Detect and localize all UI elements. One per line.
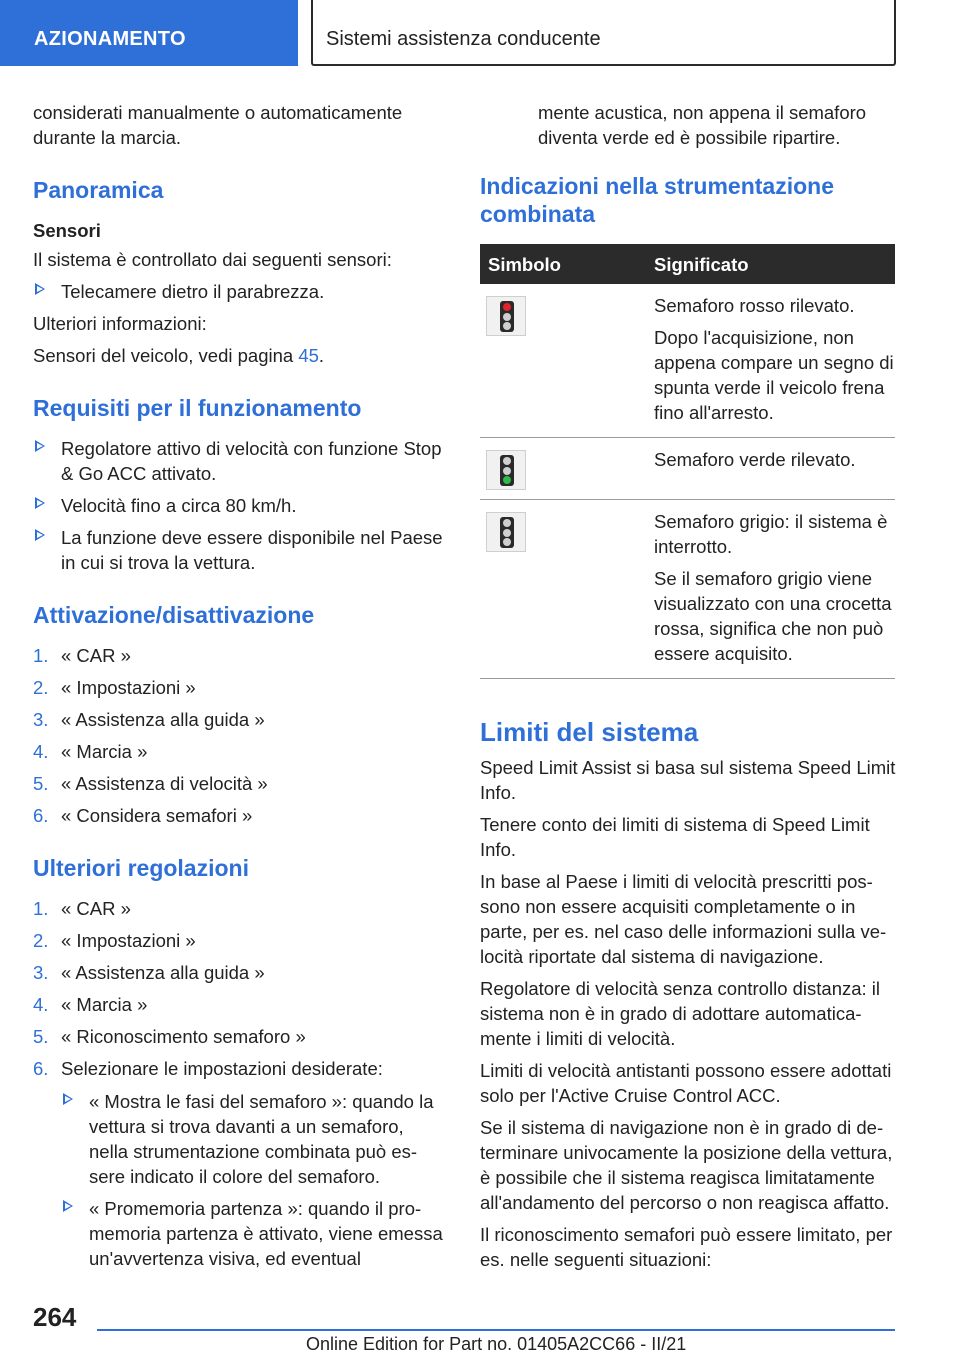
right-column: [480, 100, 900, 1279]
list-item: 3. « Assistenza alla guida »: [33, 962, 265, 983]
heading-panoramica: Panoramica: [33, 177, 164, 203]
table-row: [480, 284, 895, 438]
list-item: Regolatore attivo di velocità con funzione Stop & Go ACC attivato.: [33, 436, 443, 486]
requirements-list: [33, 436, 443, 575]
heading-ulteriori: Ulteriori regolazioni: [33, 855, 249, 881]
list-item: 1. « CAR »: [33, 645, 131, 666]
limits-paragraph: Limiti di velocità antistanti possono essere adottati solo per l'Active Cruise Control ACC.: [480, 1060, 892, 1106]
list-item: « Promemoria partenza »: quando il promemoria partenza è attivato, viene emessa un'avvertenza visiva, ed eventual: [61, 1196, 443, 1271]
list-item: 1. « CAR »: [33, 898, 131, 919]
bullet-triangle-icon: [35, 283, 45, 295]
list-item: 6. « Considera semafori »: [33, 805, 253, 826]
limits-paragraph: Se il sistema di navigazione non è in grado di determinare univocamente la posizione della vettura, è possibile che il sistema reagisca limitatamente all'andamento del percorso o non reagisca affatto.: [480, 1117, 893, 1213]
list-item: Velocità fino a circa 80 km/h.: [33, 493, 443, 518]
page-number: 264: [33, 1302, 77, 1332]
heading-limiti: Limiti del sistema: [480, 717, 699, 747]
bullet-triangle-icon: [63, 1200, 73, 1212]
traffic-light-red-icon: [486, 296, 526, 336]
list-item: 4. « Marcia »: [33, 994, 148, 1015]
table-header-row: [480, 244, 895, 284]
list-item: 3. « Assistenza alla guida »: [33, 709, 265, 730]
footer-divider: [97, 1329, 895, 1331]
meaning-text: Semaforo verde rilevato.: [654, 449, 856, 470]
table-row: [480, 438, 895, 500]
meaning-text: Semaforo rosso rilevato.: [654, 295, 855, 316]
list-item: 2. « Impostazioni »: [33, 677, 196, 698]
traffic-light-grey-icon: [486, 512, 526, 552]
bullet-triangle-icon: [35, 529, 45, 541]
sub-options-list: [61, 1089, 443, 1271]
sensors-list: [33, 279, 443, 304]
list-item: 6. Selezionare le impostazioni desiderate: « Mostra le fasi del semaforo »: quando la vettura si trova davanti a un semaforo, nella strumentazione combinata può essere indicato il colore del semaforo. « Promemoria partenza »: quando il promemoria partenza è attivato, viene emessa un'avvertenza visiva, ed eventual: [33, 1058, 443, 1269]
chapter-title: Sistemi assistenza conducente: [326, 28, 601, 50]
limits-paragraph: In base al Paese i limiti di velocità prescritti possono non essere acquisiti completamente o in parte, per es. nel caso delle informazioni sulla velocità riportate dal sistema di navigazione.: [480, 871, 887, 967]
limits-paragraph: Regolatore di velocità senza controllo distanza: il sistema non è in grado di adottare automaticamente i limiti di velocità.: [480, 978, 881, 1049]
section-tab: [0, 0, 298, 66]
meaning-text: Se il semaforo grigio viene visualizzato con una crocetta rossa, significa che non può essere acquisito.: [654, 568, 892, 664]
sensors-text: Il sistema è controllato dai seguenti sensori:: [33, 249, 392, 270]
edition-note: Online Edition for Part no. 01405A2CC66 - II/21: [306, 1334, 687, 1354]
limits-paragraph: Tenere conto dei limiti di sistema di Speed Limit Info.: [480, 814, 870, 860]
table-row: [480, 500, 895, 679]
column-header-meaning: Significato: [648, 244, 895, 284]
symbol-table: [480, 244, 895, 679]
settings-steps: [33, 896, 443, 1271]
activation-steps: [33, 643, 443, 828]
list-item: Telecamere dietro il parabrezza.: [33, 279, 443, 304]
intro-paragraph: considerati manualmente o automaticamente durante la marcia.: [33, 102, 403, 148]
list-item: 4. « Marcia »: [33, 741, 148, 762]
list-item: « Mostra le fasi del semaforo »: quando la vettura si trova davanti a un semaforo, nella strumentazione combinata può essere indicato il colore del semaforo.: [61, 1089, 443, 1189]
left-column: [33, 100, 443, 1278]
limits-paragraph: Speed Limit Assist si basa sul sistema Speed Limit Info.: [480, 757, 896, 803]
chapter-box: [311, 0, 896, 66]
heading-indicazioni: Indicazioni nella strumentazione combinata: [480, 173, 835, 227]
list-item: La funzione deve essere disponibile nel Paese in cui si trova la vettura.: [33, 525, 443, 575]
meaning-text: Dopo l'acquisizione, non appena compare un segno di spunta verde il veicolo frena fino all'arresto.: [654, 327, 894, 423]
column-header-symbol: Simbolo: [480, 244, 648, 284]
list-item: 2. « Impostazioni »: [33, 930, 196, 951]
limits-paragraph: Il riconoscimento semafori può essere limitato, per es. nelle seguenti situazioni:: [480, 1224, 893, 1270]
heading-sensori: Sensori: [33, 220, 101, 241]
bullet-triangle-icon: [63, 1093, 73, 1105]
bullet-triangle-icon: [35, 440, 45, 452]
list-item: 5. « Assistenza di velocità »: [33, 773, 268, 794]
bullet-triangle-icon: [35, 497, 45, 509]
heading-attivazione: Attivazione/disattivazione: [33, 602, 315, 628]
page-header: [0, 0, 960, 66]
heading-requisiti: Requisiti per il funzionamento: [33, 395, 362, 421]
meaning-text: Semaforo grigio: il sistema è interrotto.: [654, 511, 888, 557]
more-info-label: Ulteriori informazioni:: [33, 313, 207, 334]
continuation-paragraph: mente acustica, non appena il semaforo diventa verde ed è possibile ripartire.: [538, 102, 867, 148]
section-title: AZIONAMENTO: [34, 28, 186, 50]
sensors-reference: Sensori del veicolo, vedi pagina 45.: [33, 345, 325, 366]
list-item: 5. « Riconoscimento semaforo »: [33, 1026, 306, 1047]
page-reference-link[interactable]: 45: [298, 345, 319, 366]
traffic-light-green-icon: [486, 450, 526, 490]
